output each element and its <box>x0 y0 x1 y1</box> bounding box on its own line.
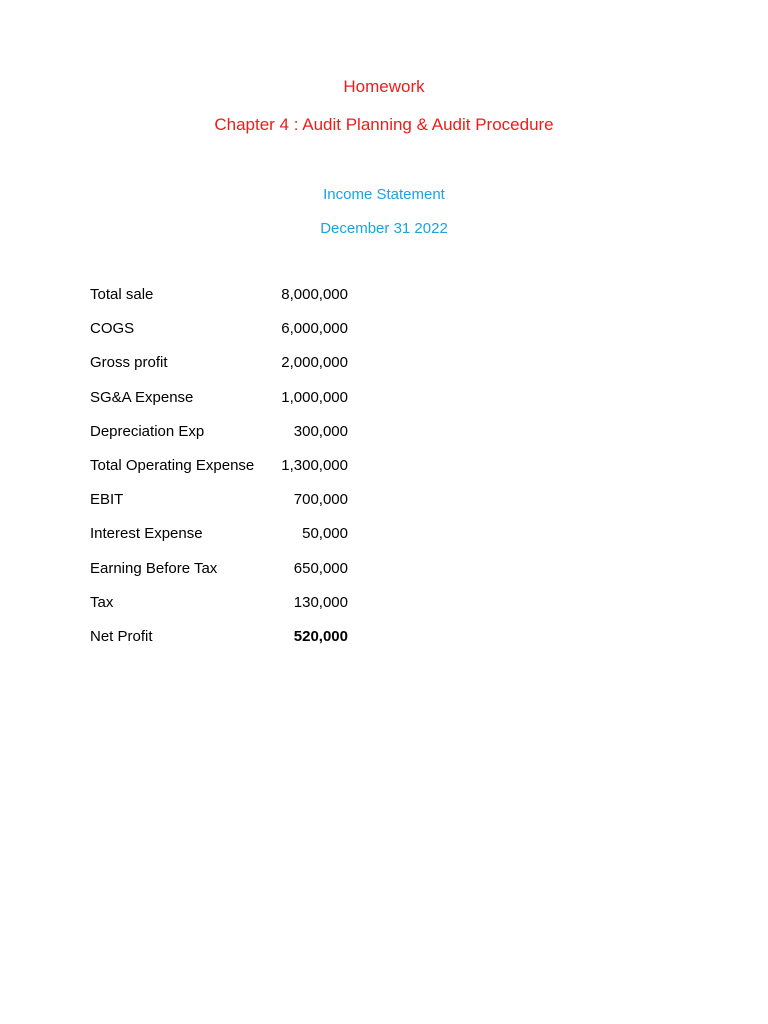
row-label: EBIT <box>90 491 124 509</box>
row-value: 1,000,000 <box>281 388 348 406</box>
net-profit-row <box>90 628 348 662</box>
table-row <box>90 286 348 320</box>
row-value: 700,000 <box>293 491 348 509</box>
row-label: Total sale <box>90 286 154 303</box>
net-profit-value: 520,000 <box>293 627 348 645</box>
table-row <box>90 423 348 457</box>
table-row <box>90 525 348 559</box>
row-label: Gross profit <box>90 354 168 372</box>
row-label: Interest Expense <box>90 525 203 543</box>
table-row <box>90 491 348 525</box>
income-statement-table <box>90 286 348 662</box>
row-label: Earning Before Tax <box>90 559 218 577</box>
row-label: Net Profit <box>90 627 153 645</box>
table-row <box>90 354 348 388</box>
table-row <box>90 457 348 491</box>
row-value: 2,000,000 <box>281 354 348 372</box>
row-value: 50,000 <box>302 525 348 543</box>
table-row <box>90 594 348 628</box>
homework-title: Homework <box>343 77 425 96</box>
row-value: 130,000 <box>293 593 348 611</box>
row-label: COGS <box>90 320 135 338</box>
row-label: Depreciation Exp <box>90 422 205 440</box>
row-value: 1,300,000 <box>281 456 348 474</box>
row-label: SG&A Expense <box>90 388 194 406</box>
row-value: 8,000,000 <box>281 286 348 303</box>
table-row <box>90 389 348 423</box>
row-label: Tax <box>90 593 114 611</box>
table-row <box>90 560 348 594</box>
statement-title: Income Statement <box>323 186 445 203</box>
statement-date: December 31 2022 <box>320 220 448 237</box>
row-value: 6,000,000 <box>281 320 348 338</box>
chapter-title: Chapter 4 : Audit Planning & Audit Procedure <box>214 115 554 134</box>
row-value: 300,000 <box>293 422 348 440</box>
row-value: 650,000 <box>293 559 348 577</box>
row-label: Total Operating Expense <box>90 456 255 474</box>
table-row <box>90 320 348 354</box>
